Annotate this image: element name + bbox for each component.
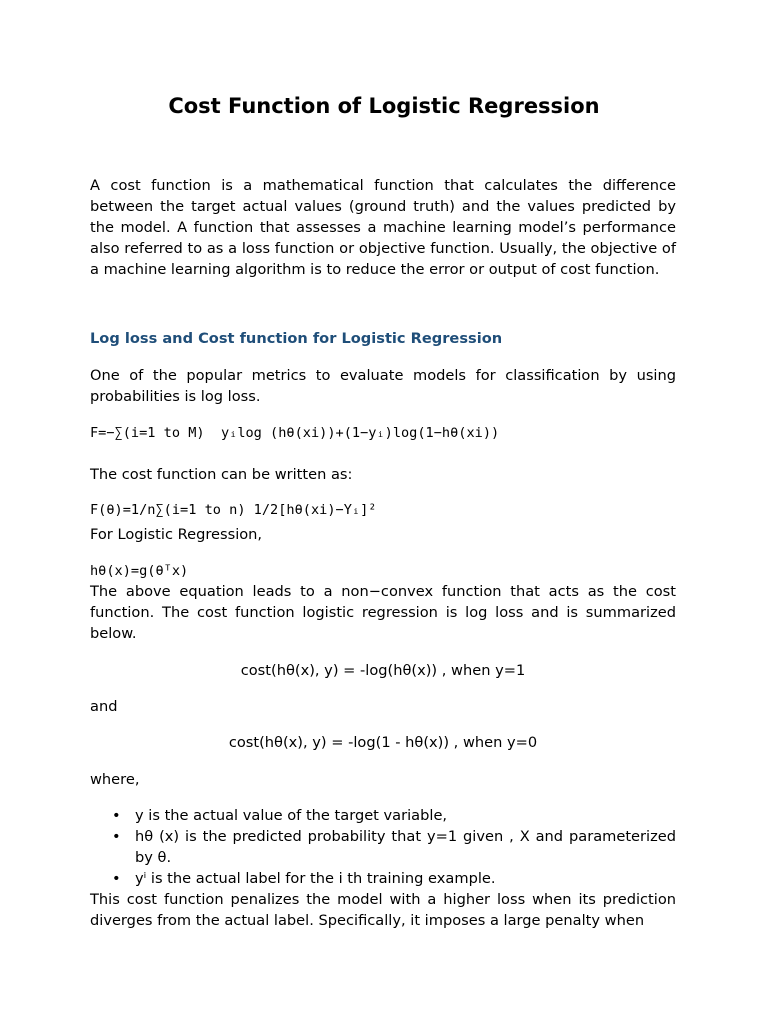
cost-formula: F(θ)=1/n∑(i=1 to n) 1/2[hθ(xi)−Yᵢ]² <box>90 502 377 518</box>
list-item <box>90 826 676 868</box>
cost-case-y1: cost(hθ(x), y) = -log(hθ(x)) , when y=1 <box>240 662 526 679</box>
bullet-icon: • <box>112 807 121 824</box>
list-item-text: hθ (x) is the predicted probability that y=1 given , X and parameterized by θ. <box>135 828 676 866</box>
nonconvex-paragraph: The above equation leads to a non−convex function that acts as the cost function. The cost function logistic regression is log loss and is summarized below. <box>90 583 676 642</box>
definitions-list <box>90 805 676 889</box>
for-logistic-text: For Logistic Regression, <box>90 526 263 543</box>
list-item-text: y is the actual value of the target variable, <box>135 807 448 824</box>
closing-paragraph: This cost function penalizes the model with a higher loss when its prediction diverges from the actual label. Specifically, it imposes a large penalty when <box>90 891 676 929</box>
cost-written-as-text: The cost function can be written as: <box>90 466 353 483</box>
page-title: Cost Function of Logistic Regression <box>168 94 600 118</box>
log-loss-formula: F=−∑(i=1 to M) yᵢlog (hθ(xi))+(1−yᵢ)log(1−hθ(xi)) <box>90 425 500 441</box>
cost-case-y0: cost(hθ(x), y) = -log(1 - hθ(x)) , when y=0 <box>228 734 538 751</box>
where-text: where, <box>90 771 140 788</box>
and-text: and <box>90 698 118 715</box>
bullet-icon: • <box>112 828 121 845</box>
section-heading: Log loss and Cost function for Logistic Regression <box>90 330 503 347</box>
hypothesis-formula: hθ(x)=g(θᵀx) <box>90 563 189 579</box>
list-item-text: yⁱ is the actual label for the i th training example. <box>135 870 496 887</box>
intro-paragraph: A cost function is a mathematical function that calculates the difference between the target actual values (ground truth) and the values predicted by the model. A function that assesses a machine learning model’s performance also referred to as a loss function or objective function. Usually, the objective of a machine learning algorithm is to reduce the error or output of cost function. <box>90 177 676 278</box>
list-item <box>90 805 676 826</box>
metrics-paragraph: One of the popular metrics to evaluate models for classification by using probabilities is log loss. <box>90 367 676 405</box>
bullet-icon: • <box>112 870 121 887</box>
list-item <box>90 868 676 889</box>
